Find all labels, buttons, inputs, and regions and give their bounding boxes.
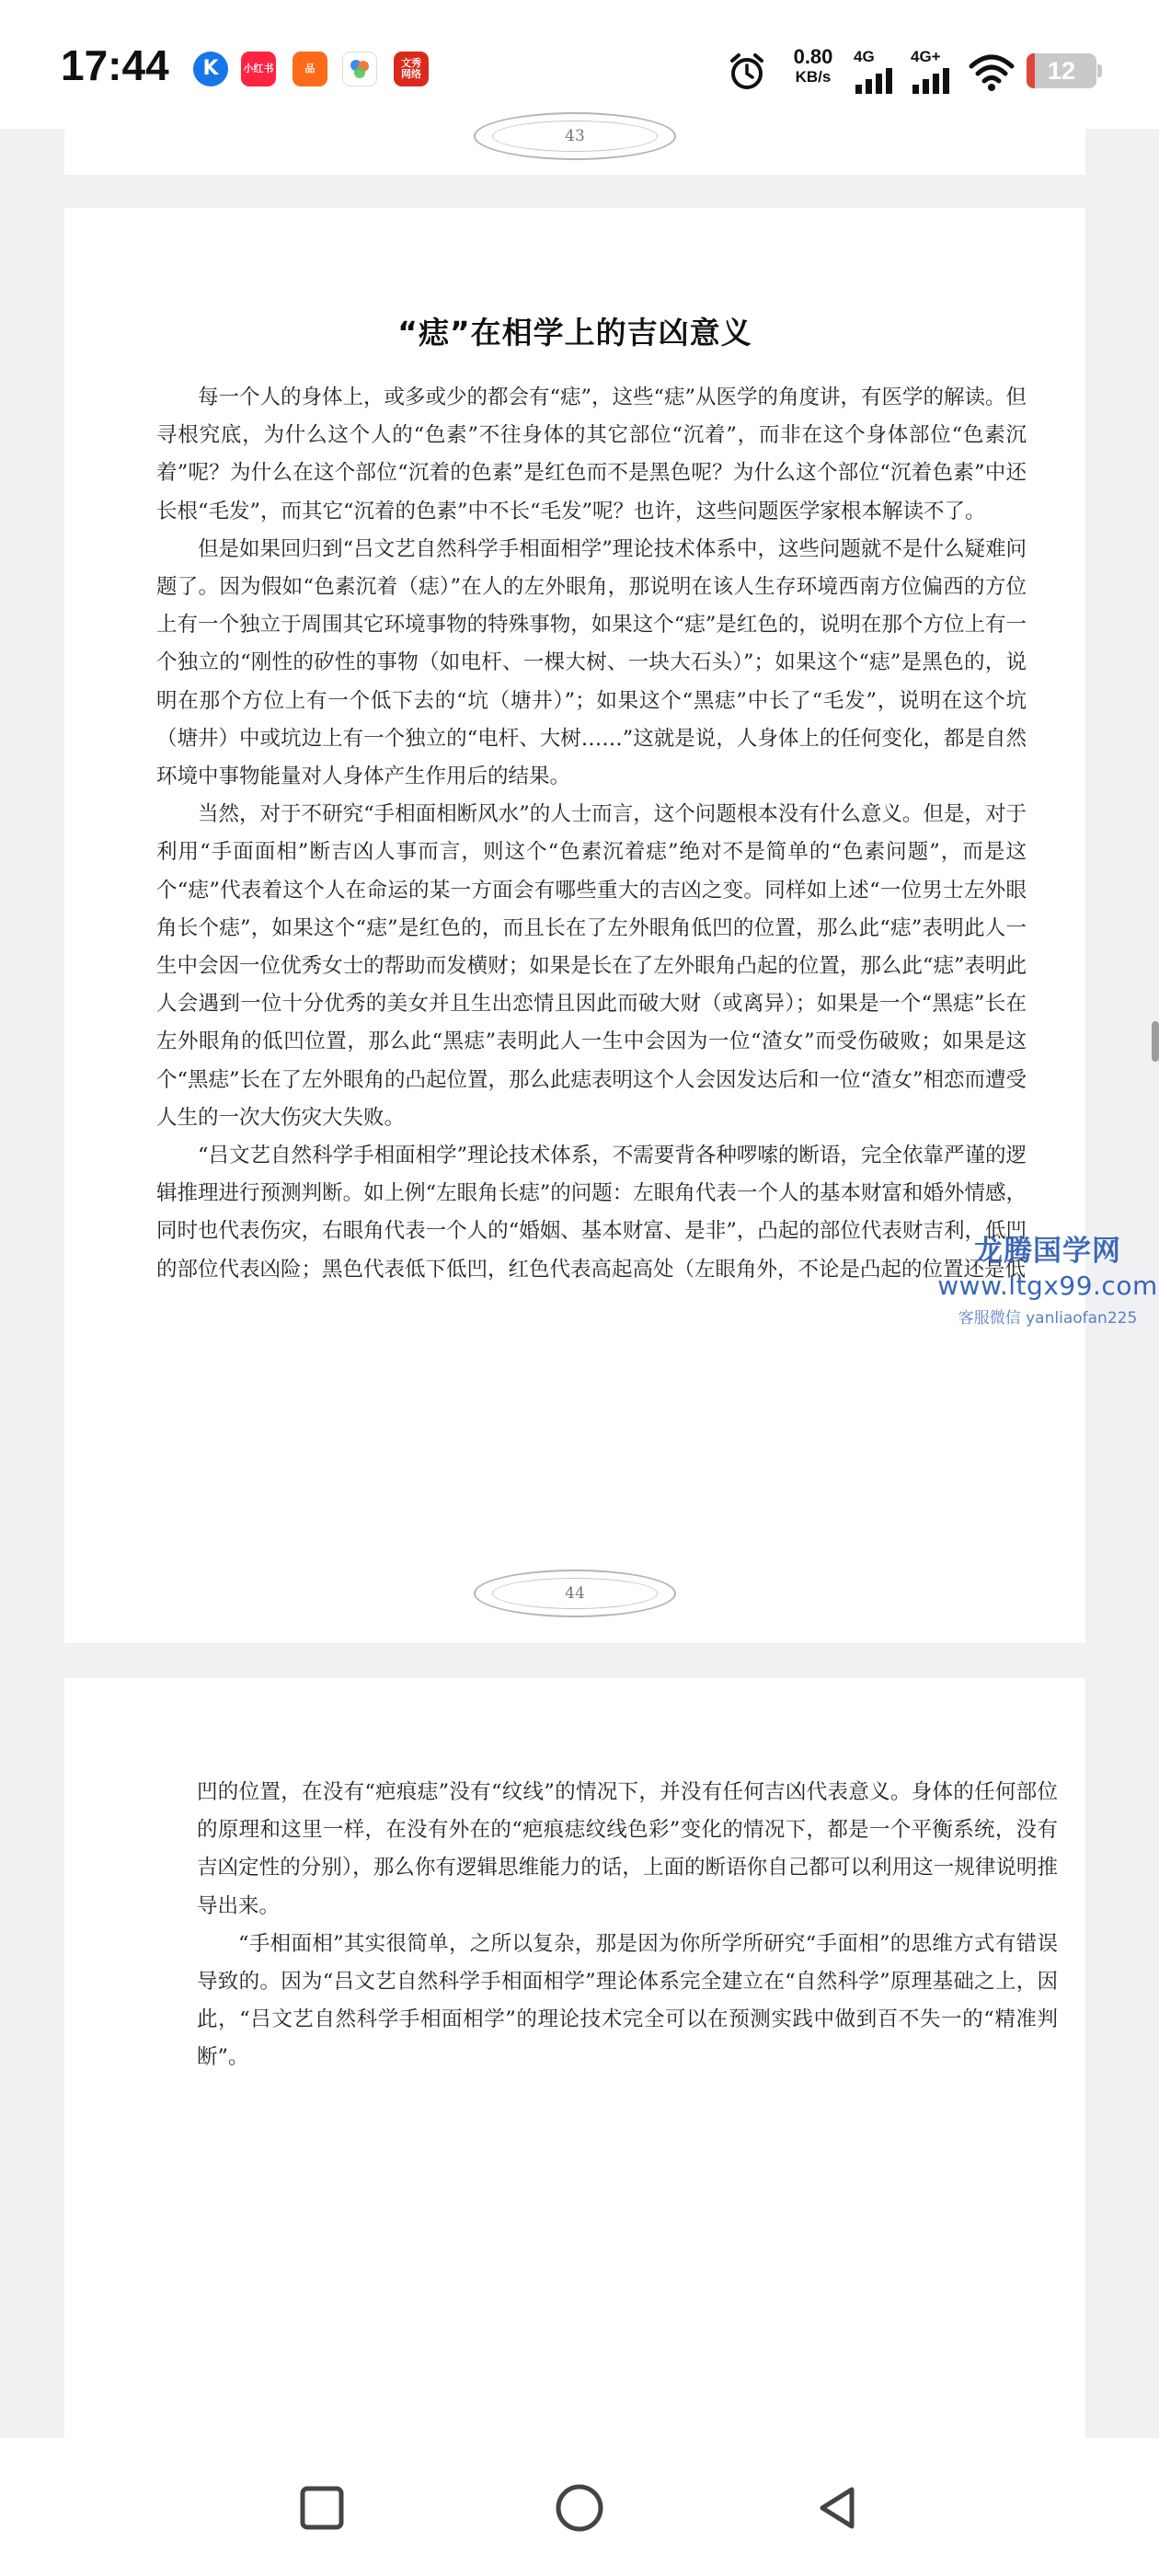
- cellular-signal-1: [854, 48, 900, 94]
- watermark: [936, 1227, 1159, 1328]
- signal-1-label: 4G: [854, 48, 875, 65]
- xiaohongshu-app-icon: 小红书: [241, 52, 276, 86]
- network-speed-unit: KB/s: [795, 68, 832, 86]
- paragraph: “吕文艺自然科学手相面相学”理论技术体系，不需要背各种啰嗦的断语，完全依靠严谨的逻辑推理进行预测判断。如上例“左眼角长痣”的问题：左眼角代表一个人的基本财富和婚外情感，同时也代表伤灾，右眼角代表一个人的“婚姻、基本财富、是非”，凸起的部位代表财吉利，低凹的部位代表凶险；黑色代表低下低凹，红色代表高起高处（左眼角外，不论是凸起的位置还是低: [156, 1144, 1027, 1282]
- article-body-continued: [197, 1774, 1058, 2077]
- square-icon: [298, 2484, 346, 2532]
- circle-icon: [554, 2482, 605, 2534]
- navigation-bar: [0, 2438, 1159, 2576]
- home-button[interactable]: [552, 2480, 607, 2536]
- watermark-contact: 客服微信 yanliaofan225: [958, 1309, 1138, 1328]
- document-page-prev: [64, 120, 1085, 175]
- wifi-icon: [968, 52, 1016, 92]
- document-page-current: [64, 208, 1085, 1643]
- watermark-title: 龙腾国学网: [974, 1235, 1121, 1268]
- page-number: 43: [474, 112, 676, 160]
- network-speed: [784, 46, 843, 86]
- scrollbar-thumb[interactable]: [1152, 1021, 1159, 1062]
- signal-2-label: 4G+: [911, 48, 941, 65]
- network-speed-value: 0.80: [793, 45, 833, 68]
- page-number: 44: [474, 1570, 676, 1617]
- k-app-icon: K: [193, 52, 228, 86]
- status-bar: [0, 0, 1159, 129]
- battery-tip: [1097, 64, 1102, 77]
- alarm-icon: [727, 52, 767, 92]
- recent-apps-button[interactable]: [294, 2480, 350, 2536]
- paragraph: 凹的位置，在没有“疤痕痣”没有“纹线”的情况下，并没有任何吉凶代表意义。身体的任何部位的原理和这里一样，在没有外在的“疤痕痣纹线色彩”变化的情况下，都是一个平衡系统，没有吉凶定性的分别），那么你有逻辑思维能力的话，上面的断语你自己都可以利用这一规律说明推导出来。: [197, 1780, 1058, 1918]
- paragraph: 但是如果回归到“吕文艺自然科学手相面相学”理论技术体系中，这些问题就不是什么疑难问题了。因为假如“色素沉着（痣）”在人的左外眼角，那说明在该人生存环境西南方位偏西的方位上有一个独立于周围其它环境事物的特殊事物，如果这个“痣”是红色的，说明在那个方位上有一个独立的“刚性的矽性的事物（如电杆、一棵大树、一块大石头）”；如果这个“痣”是黑色的，说明在那个方位上有一个低下去的“坑（塘井）”；如果这个“黑痣”中长了“毛发”，说明在这个坑（塘井）中或坑边上有一个独立的“电杆、大树……”这就是说，人身体上的任何变化，都是自然环境中事物能量对人身体产生作用后的结果。: [156, 536, 1027, 789]
- cellular-signal-2: [911, 48, 957, 94]
- article-title: “痣”在相学上的吉凶意义: [397, 315, 752, 351]
- battery-indicator: [1027, 53, 1096, 88]
- back-button[interactable]: [809, 2480, 865, 2536]
- signal-bars-icon: [854, 68, 898, 94]
- paragraph: 每一个人的身体上，或多或少的都会有“痣”，这些“痣”从医学的角度讲，有医学的解读。但寻根究底，为什么这个人的“色素”不往身体的其它部位“沉着”，而非在这个身体部位“色素沉着”呢？为什么在这个部位“沉着的色素”是红色而不是黑色呢？为什么这个部位“沉着色素”中还长根“毛发”，而其它“沉着的色素”中不长“毛发”呢？也许，这些问题医学家根本解读不了。: [156, 385, 1027, 523]
- wenwang-app-icon: 文秀 网络: [394, 52, 429, 86]
- shopping-app-icon: 品: [293, 52, 327, 86]
- signal-bars-icon: [911, 68, 955, 94]
- status-clock: 17:44: [61, 41, 169, 89]
- document-page-next: [64, 1678, 1085, 2442]
- article-body: [156, 379, 1027, 1289]
- watermark-url: www.ltgx99.com: [937, 1271, 1158, 1301]
- cloud-app-icon: [342, 52, 377, 86]
- battery-level: 12: [1047, 56, 1076, 85]
- paragraph: 当然，对于不研究“手相面相断风水”的人士而言，这个问题根本没有什么意义。但是，对于利用“手面面相”断吉凶人事而言，则这个“色素沉着痣”绝对不是简单的“色素问题”，而是这个“痣”代表着这个人在命运的某一方面会有哪些重大的吉凶之变。同样如上述“一位男士左外眼角长个痣”，如果这个“痣”是红色的，而且长在了左外眼角低凹的位置，那么此“痣”表明此人一生中会因一位优秀女士的帮助而发横财；如果是长在了左外眼角凸起的位置，那么此“痣”表明此人会遇到一位十分优秀的美女并且生出恋情且因此而破大财（或离异）；如果是一个“黑痣”长在左外眼角的低凹位置，那么此“黑痣”表明此人一生中会因为一位“渣女”而受伤破败；如果是这个“黑痣”长在了左外眼角的凸起位置，那么此痣表明这个人会因发达后和一位“渣女”相恋而遭受人生的一次大伤灾大失败。: [156, 802, 1027, 1130]
- back-triangle-icon: [813, 2484, 861, 2532]
- paragraph: “手相面相”其实很简单，之所以复杂，那是因为你所学所研究“手面相”的思维方式有错误导致的。因为“吕文艺自然科学手相面相学”理论体系完全建立在“自然科学”原理基础之上，因此，“吕文艺自然科学手相面相学”的理论技术完全可以在预测实践中做到百不失一的“精准判断”。: [197, 1931, 1058, 2070]
